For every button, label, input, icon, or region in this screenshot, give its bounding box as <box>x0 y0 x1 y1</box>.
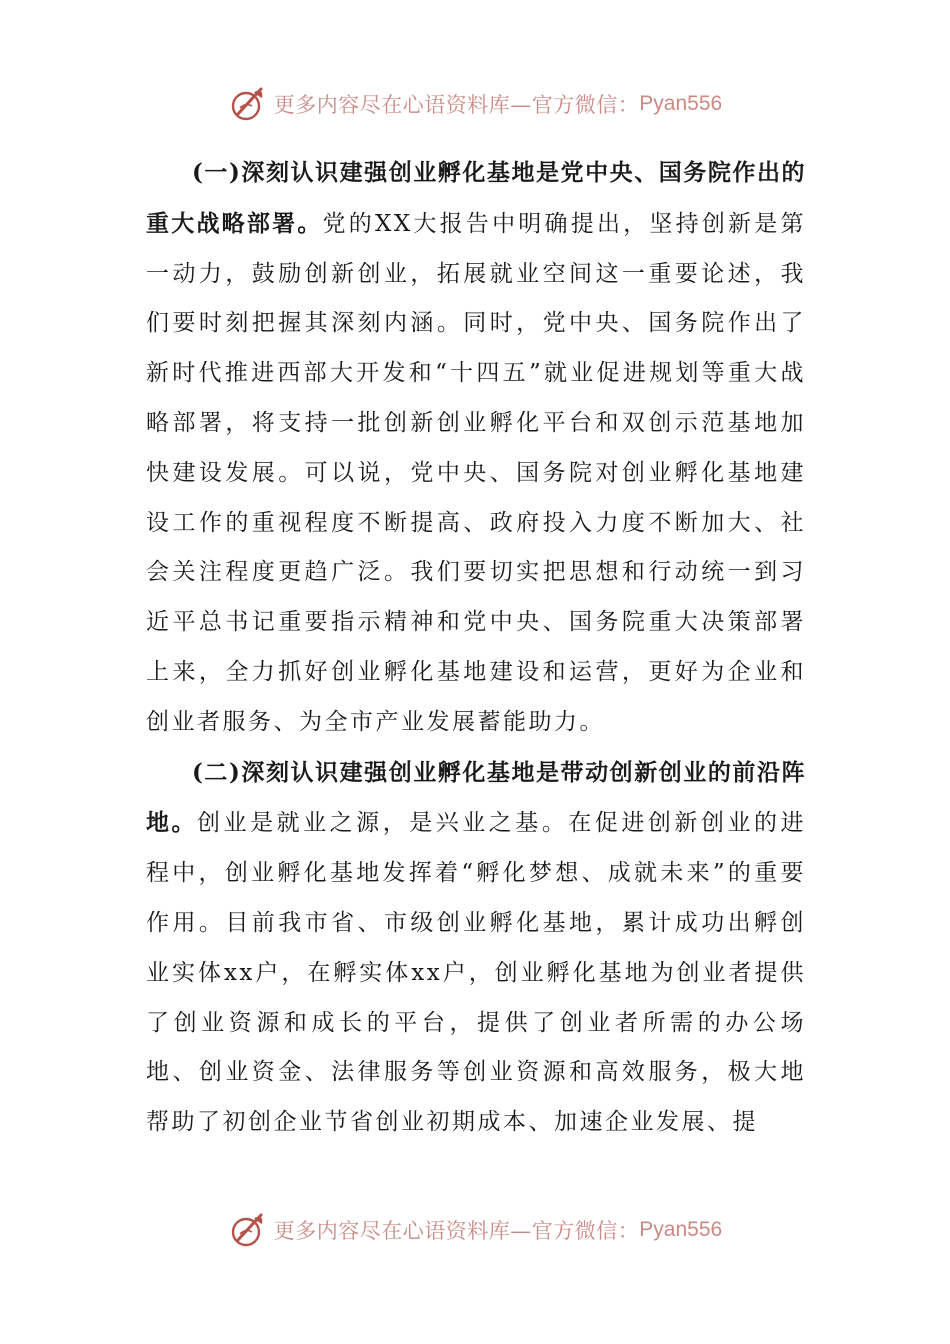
paragraph-2-heading: (二)深刻认识建强创业孵化基地是带动创新创业的前沿阵地。 <box>146 758 806 837</box>
quill-logo-icon <box>228 84 268 124</box>
paragraph-2 <box>146 748 806 1148</box>
quill-logo-icon <box>228 1210 268 1250</box>
footer-watermark-banner <box>0 1208 950 1252</box>
paragraph-2-text: 创业是就业之源，是兴业之基。在促进创新创业的进程中，创业孵化基地发挥着“孵化梦想、成就未来”的重要作用。目前我市省、市级创业孵化基地，累计成功出孵创业实体xx户，在孵实体xx户，创业孵化基地为创业者提供了创业资源和成长的平台，提供了创业者所需的办公场地、创业资金、法律服务等创业资源和高效服务，极大地帮助了初创企业节省创业初期成本、加速企业发展、提 <box>146 810 807 1136</box>
header-watermark-banner <box>0 82 950 126</box>
banner-wechat-handle: Pyan556 <box>639 92 723 115</box>
paragraph-1 <box>146 148 806 748</box>
banner-wechat-handle: Pyan556 <box>639 1218 723 1241</box>
paragraph-1-text: 党的XX大报告中明确提出，坚持创新是第一动力，鼓励创新创业，拓展就业空间这一重要论述，我们要时刻把握其深刻内涵。同时，党中央、国务院作出了新时代推进西部大开发和“十四五”就业促进规划等重大战略部署，将支持一批创新创业孵化平台和双创示范基地加快建设发展。可以说，党中央、国务院对创业孵化基地建设工作的重视程度不断提高、政府投入力度不断加大、社会关注程度更趋广泛。我们要切实把思想和行动统一到习近平总书记重要指示精神和党中央、国务院重大决策部署上来，全力抓好创业孵化基地建设和运营，更好为企业和创业者服务、为全市产业发展蓄能助力。 <box>146 210 806 735</box>
document-body <box>146 148 806 1148</box>
banner-text: 更多内容尽在心语资料库—官方微信： <box>273 1219 640 1243</box>
paragraph-1-heading: (一)深刻认识建强创业孵化基地是党中央、国务院作出的重大战略部署。 <box>146 159 806 237</box>
banner-text: 更多内容尽在心语资料库—官方微信： <box>273 93 640 117</box>
